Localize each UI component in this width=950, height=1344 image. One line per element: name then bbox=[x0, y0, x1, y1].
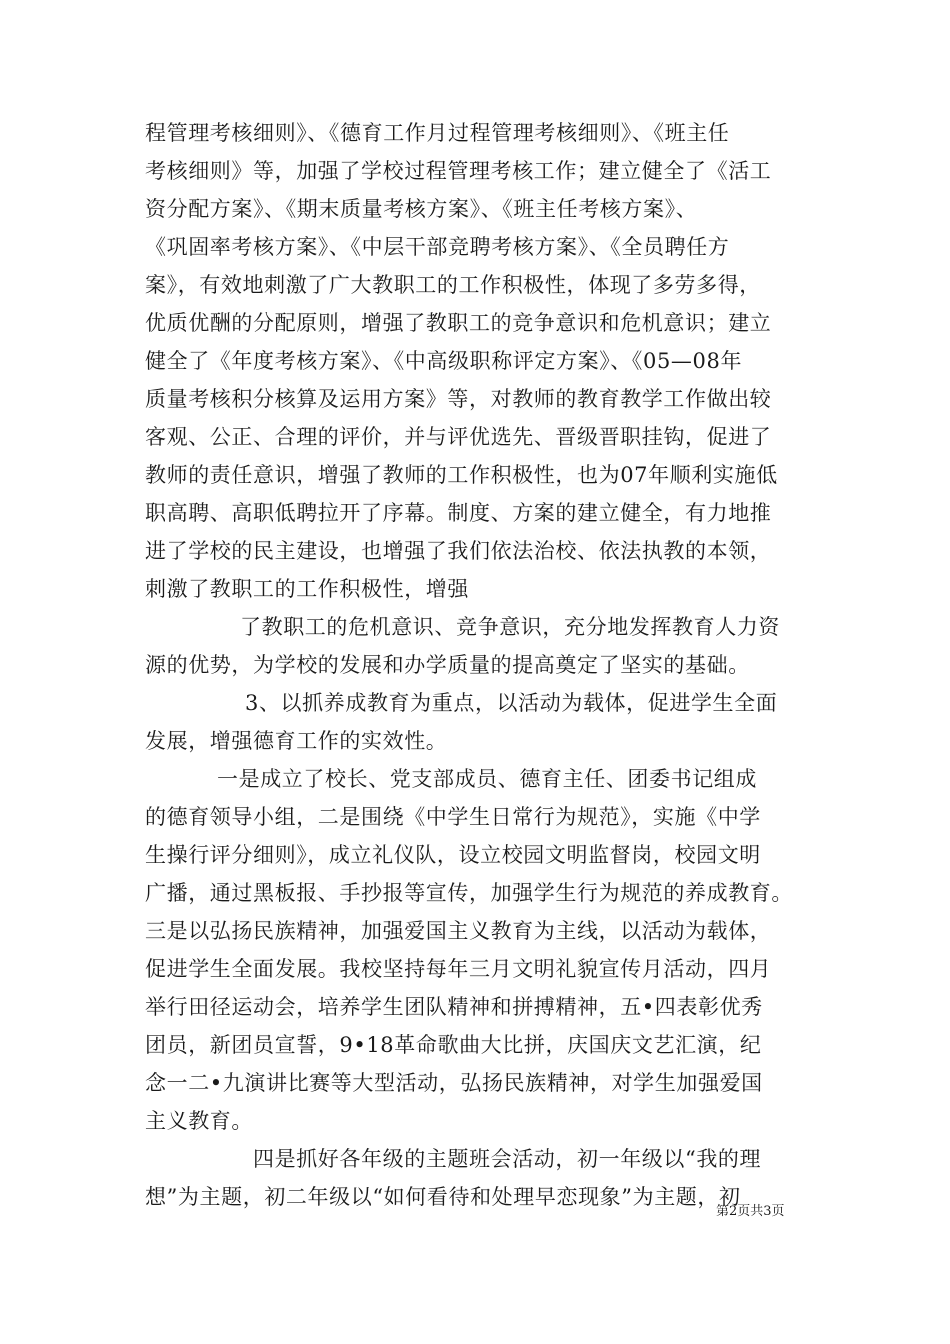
text-line: 进了学校的民主建设，也增强了我们依法治校、依法执教的本领， bbox=[145, 539, 772, 563]
text-line: 程管理考核细则》、《德育工作月过程管理考核细则》、《班主任 bbox=[145, 121, 730, 145]
text-line: 主义教育。 bbox=[145, 1109, 253, 1133]
text-line: 考核细则》等，加强了学校过程管理考核工作；建立健全了《活工 bbox=[145, 159, 772, 183]
text-line: 三是以弘扬民族精神，加强爱国主义教育为主线，以活动为载体， bbox=[145, 919, 772, 943]
text-line: 发展，增强德育工作的实效性。 bbox=[145, 729, 448, 753]
text-line: 资分配方案》、《期末质量考核方案》、《班主任考核方案》、 bbox=[145, 197, 698, 221]
text-line: 源的优势，为学校的发展和办学质量的提高奠定了坚实的基础。 bbox=[145, 653, 750, 677]
text-line: 的德育领导小组，二是围绕《中学生日常行为规范》，实施《中学 bbox=[145, 805, 761, 829]
text-line: 职高聘、高职低聘拉开了序幕。制度、方案的建立健全，有力地推 bbox=[145, 501, 772, 525]
text-line: 案》，有效地刺激了广大教职工的工作积极性，体现了多劳多得， bbox=[145, 273, 761, 297]
text-line: 客观、公正、合理的评价，并与评优选先、晋级晋职挂钩，促进了 bbox=[145, 425, 772, 449]
text-line: 广播，通过黑板报、手抄报等宣传，加强学生行为规范的养成教育。 bbox=[145, 881, 793, 905]
text-line: 促进学生全面发展。我校坚持每年三月文明礼貌宣传月活动，四月 bbox=[145, 957, 772, 981]
text-line: 了教职工的危机意识、竞争意识，充分地发挥教育人力资 bbox=[240, 615, 780, 639]
text-line: 健全了《年度考核方案》、《中高级职称评定方案》、《05—08年 bbox=[145, 349, 743, 373]
text-line: 念一二•九演讲比赛等大型活动，弘扬民族精神，对学生加强爱国 bbox=[145, 1071, 763, 1095]
text-line: 质量考核积分核算及运用方案》等，对教师的教育教学工作做出较 bbox=[145, 387, 772, 411]
text-line: 举行田径运动会，培养学生团队精神和拼搏精神，五•四表彰优秀 bbox=[145, 995, 763, 1019]
text-line: 一是成立了校长、党支部成员、德育主任、团委书记组成 bbox=[217, 767, 757, 791]
text-line: 团员，新团员宣誓，9•18革命歌曲大比拼，庆国庆文艺汇演，纪 bbox=[145, 1033, 762, 1057]
text-line: 四是抓好各年级的主题班会活动，初一年级以“我的理 bbox=[253, 1147, 762, 1171]
text-line: 想”为主题，初二年级以“如何看待和处理早恋现象”为主题，初 bbox=[145, 1185, 741, 1209]
text-line: 优质优酬的分配原则，增强了教职工的竞争意识和危机意识；建立 bbox=[145, 311, 772, 335]
text-line: 刺激了教职工的工作积极性，增强 bbox=[145, 577, 469, 601]
page-number: 第2页共3页 bbox=[716, 1204, 785, 1219]
text-line: 教师的责任意识，增强了教师的工作积极性，也为07年顺利实施低 bbox=[145, 463, 778, 487]
text-line: 生操行评分细则》，成立礼仪队，设立校园文明监督岗，校园文明 bbox=[145, 843, 761, 867]
text-line: 《巩固率考核方案》、《中层干部竞聘考核方案》、《全员聘任方 bbox=[145, 235, 730, 259]
section-heading: 3、以抓养成教育为重点，以活动为载体，促进学生全面 bbox=[245, 691, 778, 715]
